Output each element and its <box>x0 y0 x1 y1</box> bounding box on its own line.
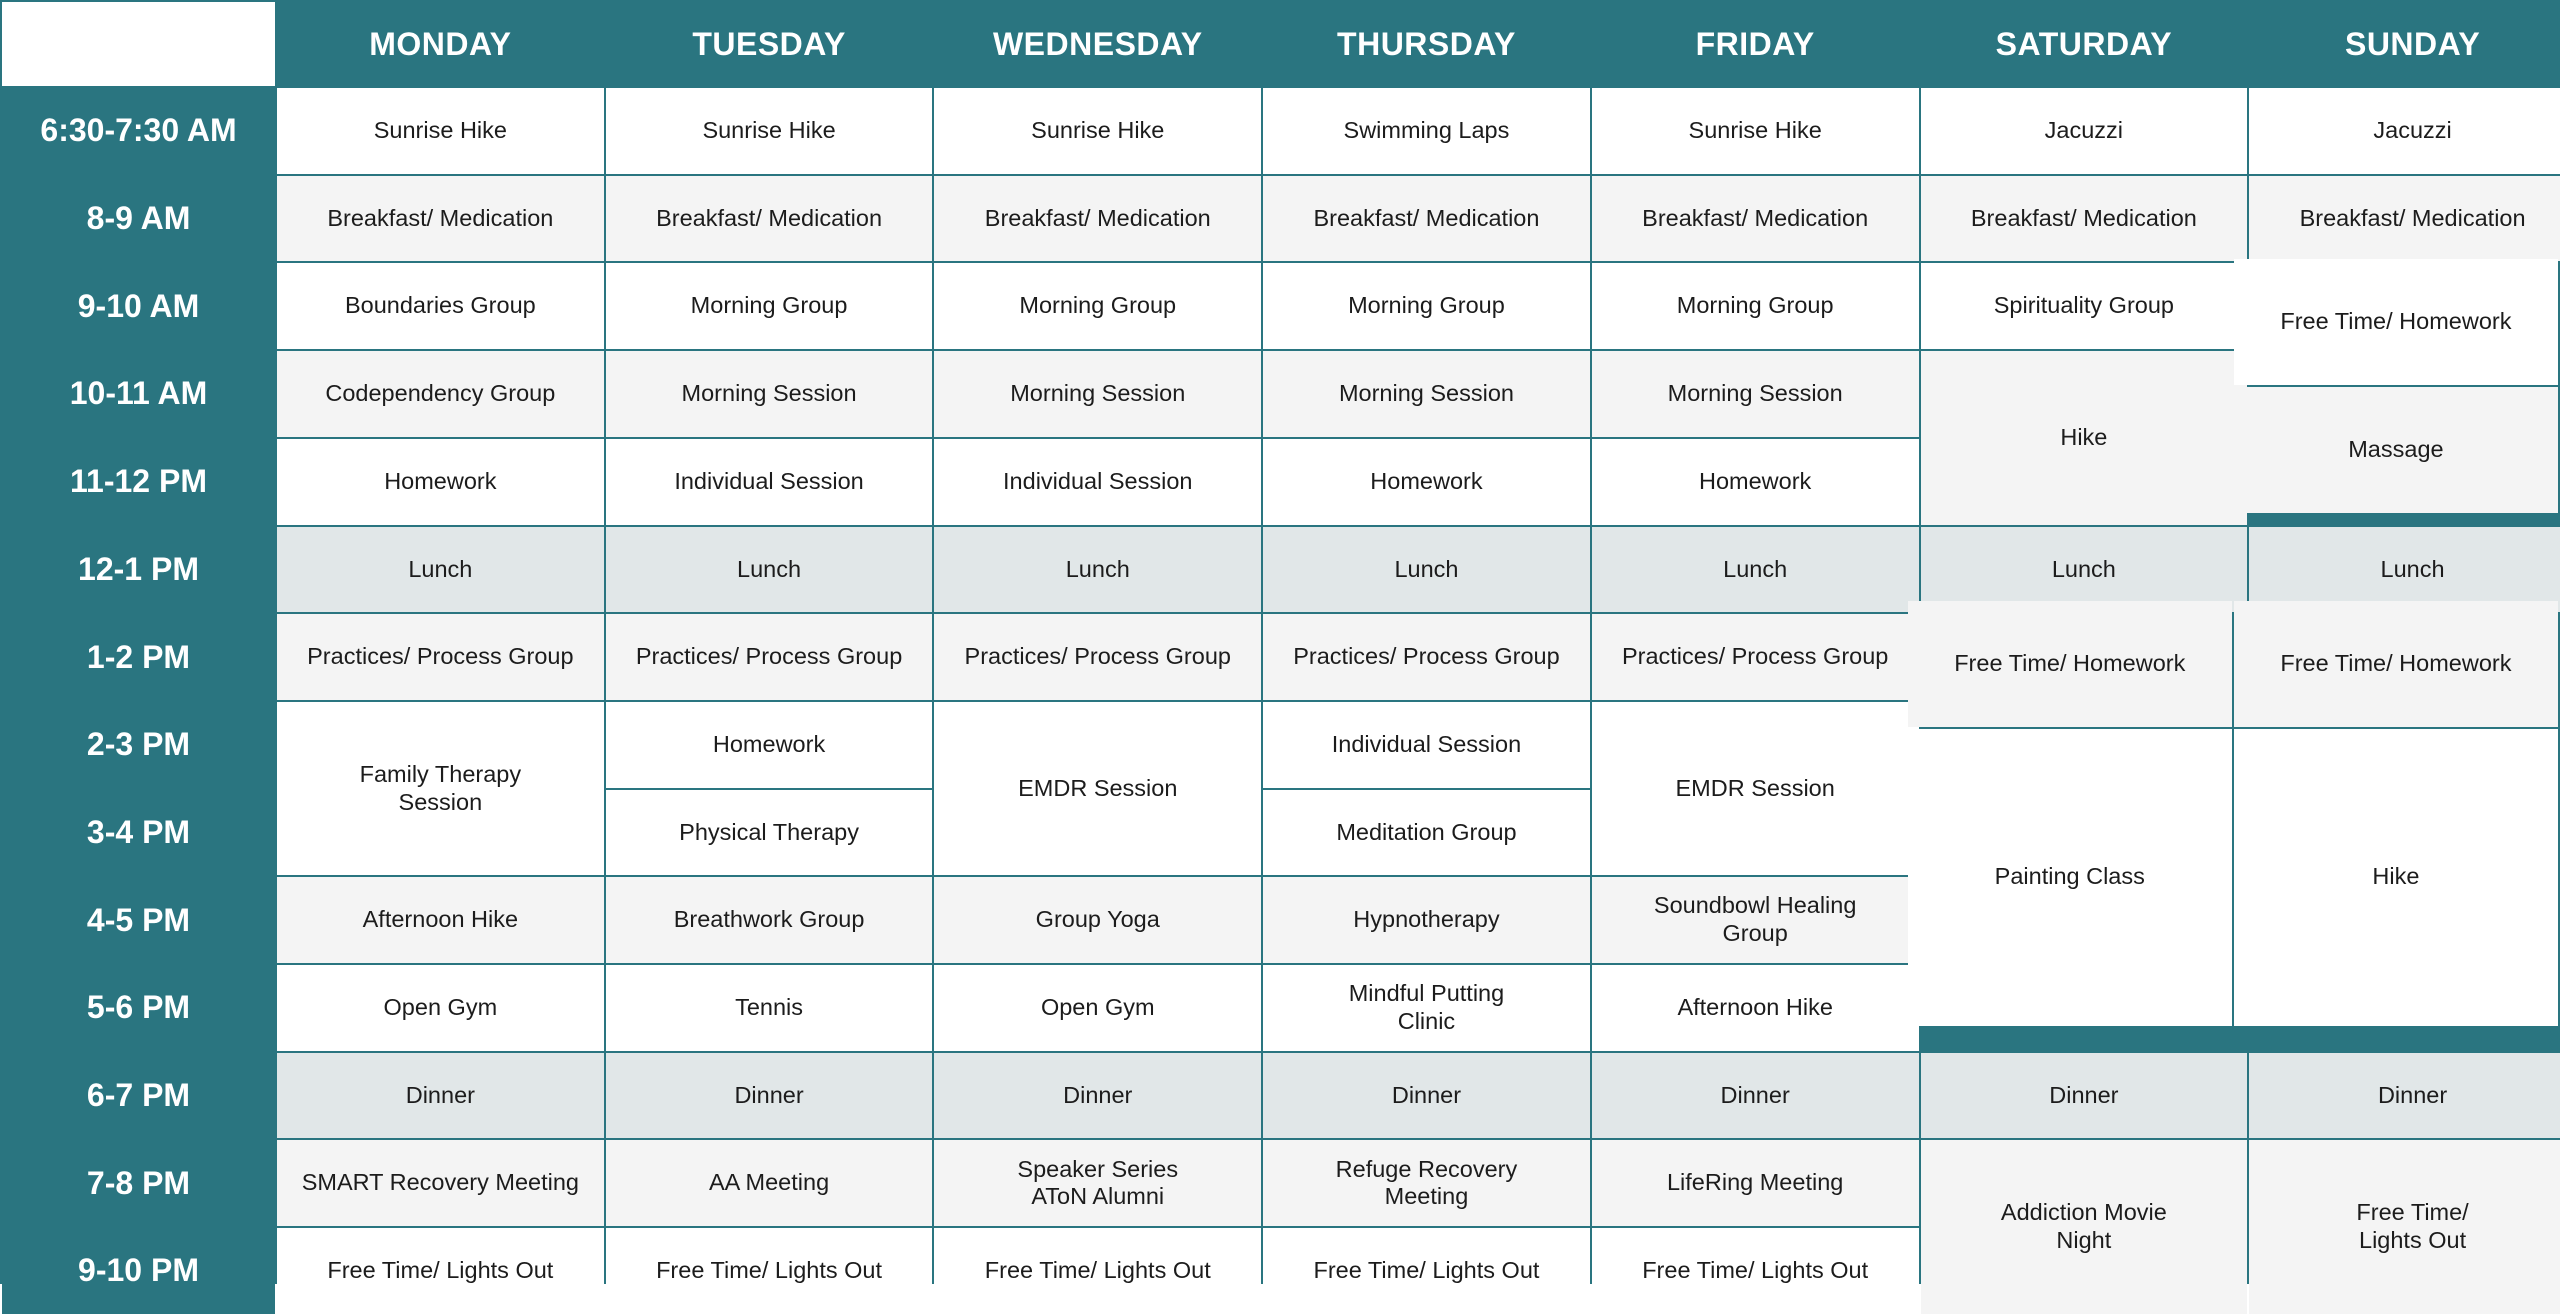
day-header-tuesday: TUESDAY <box>606 2 933 86</box>
schedule-cell-sunday: Free Time/ Homework <box>2234 259 2558 385</box>
schedule-cell-tuesday: Breathwork Group <box>606 877 933 963</box>
schedule-cell-tuesday: Morning Session <box>606 351 933 437</box>
schedule-cell-tuesday: Homework <box>606 702 933 788</box>
schedule-cell-thursday: Morning Session <box>1263 351 1590 437</box>
schedule-cell-monday: SMART Recovery Meeting <box>277 1140 604 1226</box>
schedule-cell-wednesday: Speaker Series AToN Alumni <box>934 1140 1261 1226</box>
schedule-cell-wednesday: Practices/ Process Group <box>934 614 1261 700</box>
time-slot-label: 9-10 PM <box>2 1228 275 1314</box>
schedule-cell-friday: Dinner <box>1592 1053 1919 1139</box>
schedule-cell-wednesday: Lunch <box>934 527 1261 613</box>
schedule-cell-friday: Breakfast/ Medication <box>1592 176 1919 262</box>
schedule-cell-friday: Sunrise Hike <box>1592 88 1919 174</box>
schedule-cell-tuesday: Sunrise Hike <box>606 88 933 174</box>
schedule-cell-monday: Practices/ Process Group <box>277 614 604 700</box>
schedule-cell-thursday: Individual Session <box>1263 702 1590 788</box>
schedule-cell-tuesday: Tennis <box>606 965 933 1051</box>
schedule-cell-sunday: Jacuzzi <box>2249 88 2560 174</box>
day-header-friday: FRIDAY <box>1592 2 1919 86</box>
table-corner <box>2 2 275 86</box>
schedule-cell-friday: Morning Session <box>1592 351 1919 437</box>
schedule-cell-tuesday: Lunch <box>606 527 933 613</box>
time-slot-label: 10-11 AM <box>2 351 275 437</box>
schedule-cell-saturday: Dinner <box>1921 1053 2248 1139</box>
schedule-cell-saturday: Hike <box>1921 351 2248 524</box>
schedule-cell-tuesday: Free Time/ Lights Out <box>606 1228 933 1314</box>
schedule-cell-tuesday: Morning Group <box>606 263 933 349</box>
schedule-cell-saturday: Lunch <box>1921 527 2248 613</box>
time-slot-label: 12-1 PM <box>2 527 275 613</box>
schedule-cell-friday: Practices/ Process Group <box>1592 614 1919 700</box>
schedule-cell-saturday: Jacuzzi <box>1921 88 2248 174</box>
schedule-cell-wednesday: Morning Group <box>934 263 1261 349</box>
schedule-cell-thursday: Mindful Putting Clinic <box>1263 965 1590 1051</box>
schedule-cell-monday: Breakfast/ Medication <box>277 176 604 262</box>
schedule-cell-friday: Morning Group <box>1592 263 1919 349</box>
schedule-cell-saturday: Breakfast/ Medication <box>1921 176 2248 262</box>
schedule-cell-wednesday: Morning Session <box>934 351 1261 437</box>
schedule-cell-sunday: Hike <box>2234 729 2558 1026</box>
schedule-cell-friday: EMDR Session <box>1592 702 1919 875</box>
schedule-cell-thursday: Free Time/ Lights Out <box>1263 1228 1590 1314</box>
schedule-cell-tuesday: Dinner <box>606 1053 933 1139</box>
day-header-saturday: SATURDAY <box>1921 2 2248 86</box>
time-slot-label: 2-3 PM <box>2 702 275 788</box>
time-slot-label: 3-4 PM <box>2 790 275 876</box>
schedule-cell-tuesday: Physical Therapy <box>606 790 933 876</box>
time-slot-label: 6-7 PM <box>2 1053 275 1139</box>
schedule-cell-monday: Lunch <box>277 527 604 613</box>
time-slot-label: 4-5 PM <box>2 877 275 963</box>
schedule-cell-thursday: Breakfast/ Medication <box>1263 176 1590 262</box>
schedule-cell-tuesday: Individual Session <box>606 439 933 525</box>
schedule-cell-wednesday: Dinner <box>934 1053 1261 1139</box>
schedule-cell-wednesday: Open Gym <box>934 965 1261 1051</box>
schedule-cell-friday: Free Time/ Lights Out <box>1592 1228 1919 1314</box>
schedule-cell-thursday: Homework <box>1263 439 1590 525</box>
schedule-cell-monday: Boundaries Group <box>277 263 604 349</box>
schedule-cell-monday: Sunrise Hike <box>277 88 604 174</box>
schedule-cell-friday: Homework <box>1592 439 1919 525</box>
schedule-cell-thursday: Practices/ Process Group <box>1263 614 1590 700</box>
schedule-cell-wednesday: Breakfast/ Medication <box>934 176 1261 262</box>
schedule-cell-monday: Open Gym <box>277 965 604 1051</box>
schedule-cell-wednesday: Group Yoga <box>934 877 1261 963</box>
time-slot-label: 1-2 PM <box>2 614 275 700</box>
day-header-thursday: THURSDAY <box>1263 2 1590 86</box>
schedule-cell-thursday: Refuge Recovery Meeting <box>1263 1140 1590 1226</box>
schedule-cell-sunday: Lunch <box>2249 527 2560 613</box>
schedule-cell-wednesday: EMDR Session <box>934 702 1261 875</box>
time-slot-label: 11-12 PM <box>2 439 275 525</box>
schedule-cell-monday: Homework <box>277 439 604 525</box>
schedule-cell-wednesday: Individual Session <box>934 439 1261 525</box>
schedule-cell-tuesday: AA Meeting <box>606 1140 933 1226</box>
schedule-cell-friday: Afternoon Hike <box>1592 965 1919 1051</box>
schedule-cell-monday: Afternoon Hike <box>277 877 604 963</box>
schedule-cell-thursday: Dinner <box>1263 1053 1590 1139</box>
schedule-cell-friday: Soundbowl Healing Group <box>1592 877 1919 963</box>
time-slot-label: 7-8 PM <box>2 1140 275 1226</box>
schedule-cell-tuesday: Practices/ Process Group <box>606 614 933 700</box>
schedule-cell-friday: Lunch <box>1592 527 1919 613</box>
schedule-cell-saturday: Spirituality Group <box>1921 263 2248 349</box>
schedule-cell-sunday: Free Time/ Lights Out <box>2249 1140 2560 1313</box>
schedule-cell-monday: Family Therapy Session <box>277 702 604 875</box>
schedule-cell-sunday: Dinner <box>2249 1053 2560 1139</box>
time-slot-label: 8-9 AM <box>2 176 275 262</box>
schedule-cell-friday: LifeRing Meeting <box>1592 1140 1919 1226</box>
time-slot-label: 9-10 AM <box>2 263 275 349</box>
schedule-cell-saturday: Free Time/ Homework <box>1908 601 2232 727</box>
schedule-cell-saturday: Painting Class <box>1908 729 2232 1026</box>
schedule-cell-sunday: Free Time/ Homework <box>2234 601 2558 727</box>
schedule-cell-monday: Codependency Group <box>277 351 604 437</box>
schedule-cell-wednesday: Sunrise Hike <box>934 88 1261 174</box>
schedule-cell-sunday: Massage <box>2234 387 2558 513</box>
schedule-cell-sunday: Breakfast/ Medication <box>2249 176 2560 262</box>
schedule-cell-wednesday: Free Time/ Lights Out <box>934 1228 1261 1314</box>
schedule-cell-thursday: Lunch <box>1263 527 1590 613</box>
schedule-cell-tuesday: Breakfast/ Medication <box>606 176 933 262</box>
schedule-cell-thursday: Hypnotherapy <box>1263 877 1590 963</box>
day-header-sunday: SUNDAY <box>2249 2 2560 86</box>
day-header-monday: MONDAY <box>277 2 604 86</box>
schedule-cell-thursday: Swimming Laps <box>1263 88 1590 174</box>
time-slot-label: 5-6 PM <box>2 965 275 1051</box>
day-header-wednesday: WEDNESDAY <box>934 2 1261 86</box>
schedule-cell-thursday: Morning Group <box>1263 263 1590 349</box>
schedule-cell-monday: Dinner <box>277 1053 604 1139</box>
schedule-cell-saturday: Addiction Movie Night <box>1921 1140 2248 1313</box>
schedule-cell-monday: Free Time/ Lights Out <box>277 1228 604 1314</box>
time-slot-label: 6:30-7:30 AM <box>2 88 275 174</box>
schedule-cell-thursday: Meditation Group <box>1263 790 1590 876</box>
